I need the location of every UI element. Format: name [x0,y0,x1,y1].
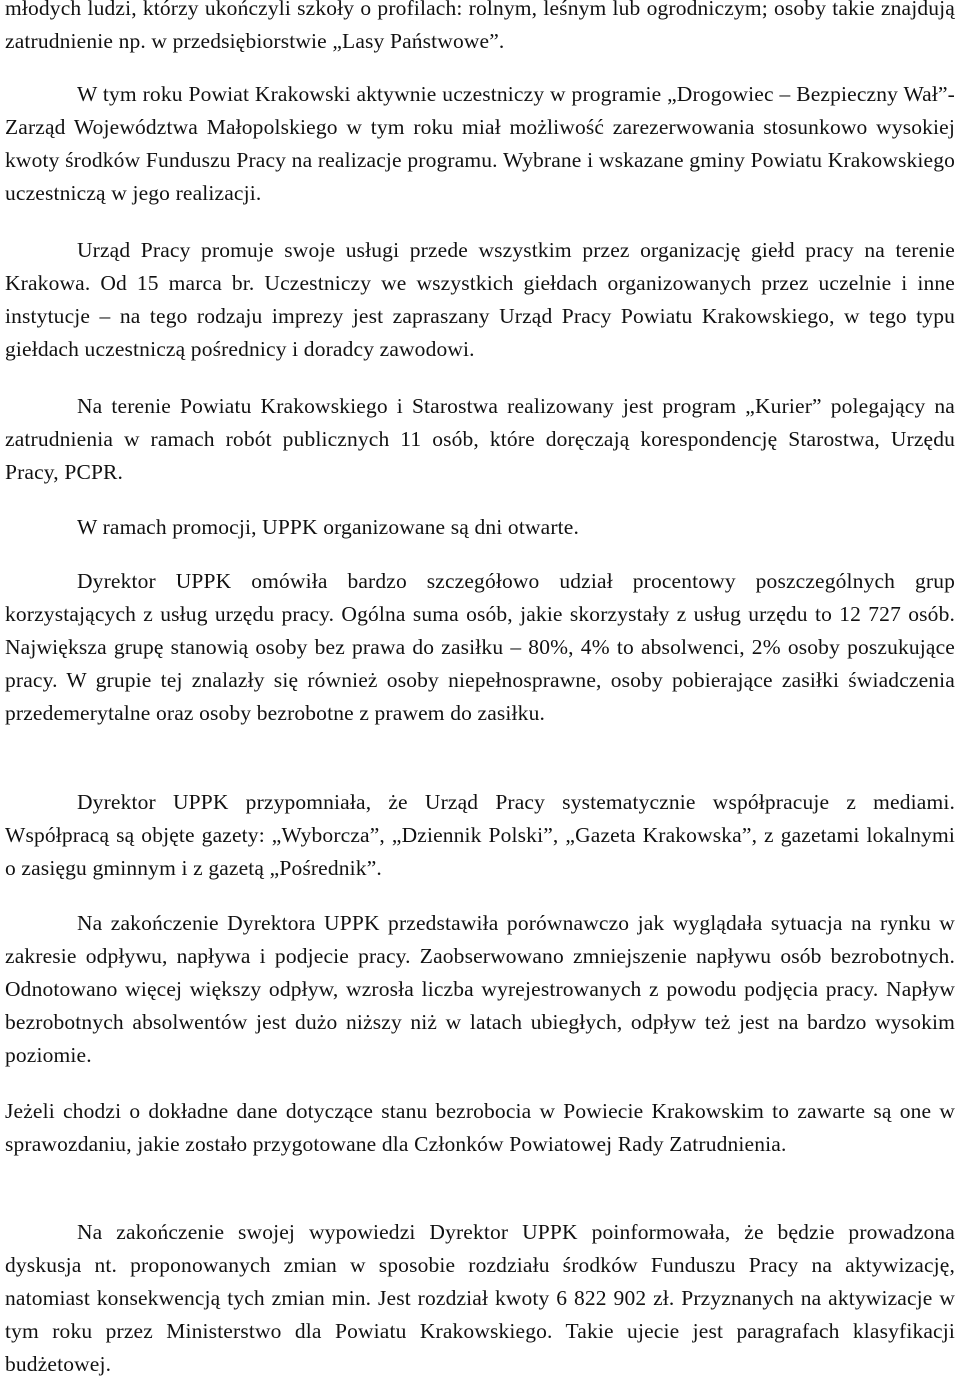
paragraph-labor-market: Na zakończenie Dyrektora UPPK przedstawiła porównawczo jak wyglądała sytuacja na rynku w zakresie odpływu, napływa i podjecie pracy. Zaobserwowano zmniejszenie napływu osób bezrobotnych. Odnotowano więcej większy odpływ, wzrosła liczba wyrejestrowanych z powodu podjęcia pracy. Napływ bezrobotnych absolwentów jest dużo niższy niż w latach ubiegłych, odpływ też jest na bardzo wysokim poziomie. [5,911,955,1067]
paragraph-fund-allocation: Na zakończenie swojej wypowiedzi Dyrektor UPPK poinformowała, że będzie prowadzona dyskusja nt. proponowanych zmian w sposobie rozdziału środków Funduszu Pracy na aktywizację, natomiast konsekwencją tych zmian min. Jest rozdział kwoty 6 822 902 zł. Przyznanych na aktywizacje w tym roku przez Ministerstwo dla Powiatu Krakowskiego. Takie ujecie jest paragrafach klasyfikacji budżetowej. [5,1220,955,1376]
paragraph-job-fairs: Urząd Pracy promuje swoje usługi przede wszystkim przez organizację giełd pracy na terenie Krakowa. Od 15 marca br. Uczestniczy we wszystkich giełdach organizowanych przez uczelnie i inne instytucje – na tego rodzaju imprezy jest zapraszany Urząd Pracy Powiatu Krakowskiego, w tego typu giełdach uczestniczą pośrednicy i doradcy zawodowi. [5,238,955,361]
paragraph-open-days: W ramach promocji, UPPK organizowane są dni otwarte. [77,515,579,539]
paragraph-client-groups: Dyrektor UPPK omówiła bardzo szczegółowo udział procentowy poszczególnych grup korzystających z usług urzędu pracy. Ogólna suma osób, jakie skorzystały z usług urzędu to 12 727 osób. Największa grupę stanowią osoby bez prawa do zasiłku – 80%, 4% to absolwenci, 2% osoby poszukujące pracy. W grupie tej znalazły się również osoby niepełnosprawne, osoby pobierające zasiłki świadczenia przedemerytalne oraz osoby bezrobotne z prawem do zasiłku. [5,569,955,725]
paragraph-drogowiec-program: W tym roku Powiat Krakowski aktywnie uczestniczy w programie „Drogowiec – Bezpieczny Wał”- Zarząd Województwa Małopolskiego w tym roku miał możliwość zarezerwowania stosunkowo wysokiej kwoty środków Funduszu Pracy na realizacje programu. Wybrane i wskazane gminy Powiatu Krakowskiego uczestniczą w jego realizacji. [5,82,955,205]
paragraph-continuation: młodych ludzi, którzy ukończyli szkoły o profilach: rolnym, leśnym lub ogrodniczym; osoby takie znajdują zatrudnienie np. w przedsiębiorstwie „Lasy Państwowe”. [5,0,955,53]
paragraph-media-cooperation: Dyrektor UPPK przypomniała, że Urząd Pracy systematycznie współpracuje z mediami. Współpracą są objęte gazety: „Wyborcza”, „Dziennik Polski”, „Gazeta Krakowska”, z gazetami lokalnymi o zasięgu gminnym i z gazetą „Pośrednik”. [5,790,955,880]
paragraph-kurier-program: Na terenie Powiatu Krakowskiego i Starostwa realizowany jest program „Kurier” polegający na zatrudnienia w ramach robót publicznych 11 osób, które doręczają korespondencję Starostwa, Urzędu Pracy, PCPR. [5,394,955,484]
paragraph-unemployment-data: Jeżeli chodzi o dokładne dane dotyczące stanu bezrobocia w Powiecie Krakowskim to zawarte są one w sprawozdaniu, jakie zostało przygotowane dla Członków Powiatowej Rady Zatrudnienia. [5,1099,955,1156]
